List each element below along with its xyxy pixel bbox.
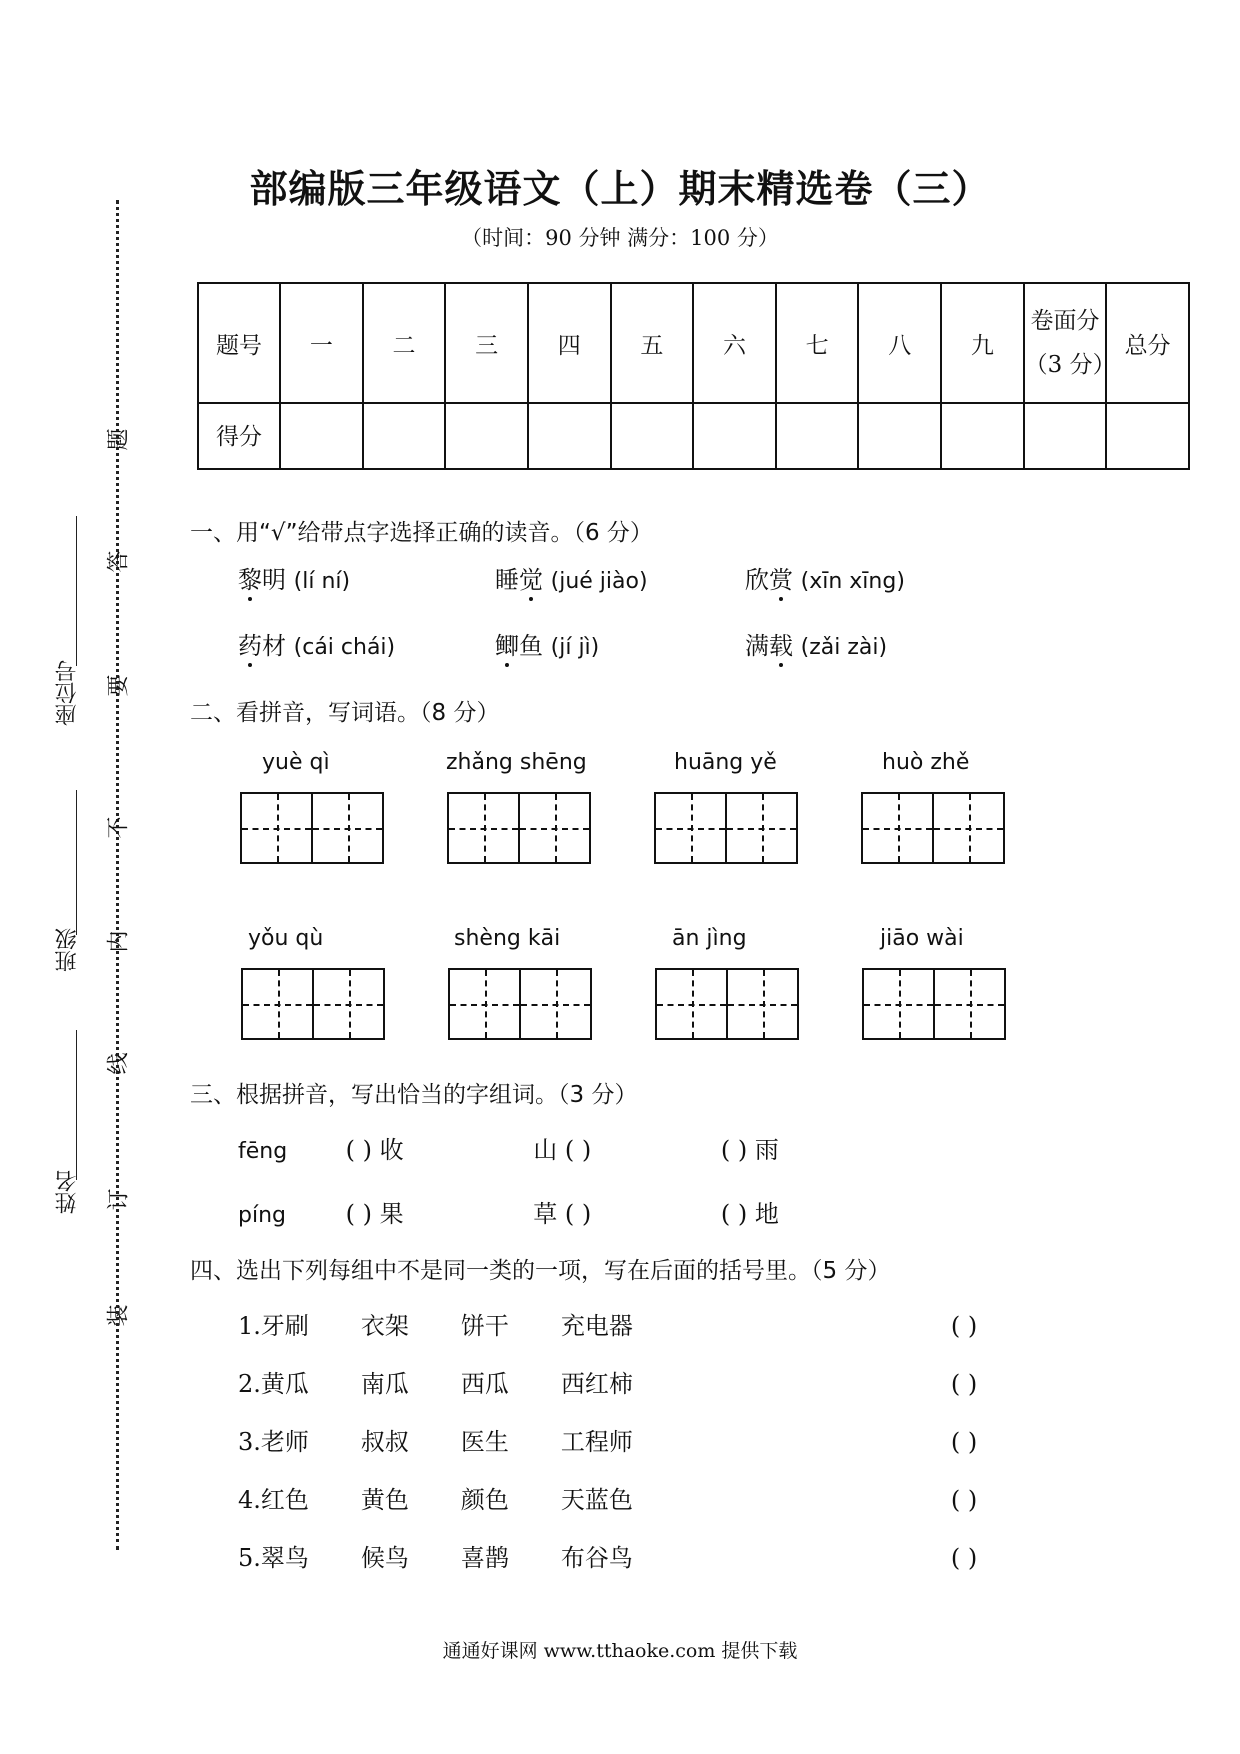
word: 颜色 bbox=[460, 1486, 509, 1514]
word-blank[interactable]: 山 ( ) bbox=[533, 1136, 592, 1164]
pinyin-prompt: yǒu qù bbox=[248, 926, 324, 951]
seal-char: 答 bbox=[106, 550, 132, 573]
column-header: 二 bbox=[363, 283, 446, 403]
homophone-pinyin: píng bbox=[238, 1203, 286, 1228]
section-2-title: 二、看拼音，写词语。（8 分） bbox=[190, 700, 500, 726]
pronunciation-item bbox=[238, 626, 395, 661]
footer-source: 通通好课网 www.tthaoke.com 提供下载 bbox=[442, 1640, 798, 1662]
word: 充电器 bbox=[560, 1312, 633, 1340]
dotted-char: 觉 bbox=[519, 560, 543, 595]
seal-char: 不 bbox=[106, 816, 132, 839]
writing-grid[interactable] bbox=[448, 968, 592, 1040]
dotted-char: 赏 bbox=[769, 560, 793, 595]
word-part: 欣 bbox=[745, 566, 769, 594]
row-number: 5. bbox=[238, 1544, 261, 1572]
pinyin-prompt: huāng yě bbox=[674, 750, 777, 775]
seal-char: 装 bbox=[106, 1304, 132, 1327]
word-blank[interactable]: ( ) 果 bbox=[345, 1200, 404, 1228]
pinyin-options[interactable]: (xīn xīng) bbox=[800, 569, 905, 594]
seal-char: 内 bbox=[106, 930, 132, 953]
row-number: 2. bbox=[238, 1370, 261, 1398]
neatness-points: （3 分） bbox=[1024, 352, 1116, 379]
pinyin-options[interactable]: (cái chái) bbox=[293, 635, 396, 660]
pinyin-prompt: jiāo wài bbox=[880, 926, 964, 951]
writing-grid[interactable] bbox=[655, 968, 799, 1040]
category-row bbox=[238, 1364, 977, 1399]
answer-blank[interactable]: ( ) bbox=[950, 1428, 978, 1456]
score-cell[interactable] bbox=[280, 403, 363, 469]
word-part: 睡 bbox=[495, 566, 519, 594]
row-number: 4. bbox=[238, 1486, 261, 1514]
seal-char: 订 bbox=[106, 1188, 132, 1211]
score-cell[interactable] bbox=[776, 403, 859, 469]
word-blank[interactable]: ( ) 雨 bbox=[720, 1136, 779, 1164]
column-header: 九 bbox=[941, 283, 1024, 403]
word: 布谷鸟 bbox=[560, 1544, 633, 1572]
seal-char: 要 bbox=[106, 674, 132, 697]
section-4-title: 四、选出下列每组中不是同一类的一项，写在后面的括号里。（5 分） bbox=[190, 1258, 891, 1284]
name-blank bbox=[76, 1030, 77, 1180]
pronunciation-item bbox=[745, 560, 905, 595]
column-header: 七 bbox=[776, 283, 859, 403]
score-cell[interactable] bbox=[941, 403, 1024, 469]
section-3-title: 三、根据拼音，写出恰当的字组词。（3 分） bbox=[190, 1082, 638, 1108]
word-part: 材 bbox=[262, 632, 286, 660]
homophone-row bbox=[238, 1194, 779, 1229]
neatness-label: 卷面分 bbox=[1030, 308, 1100, 335]
word: 牙刷 bbox=[260, 1312, 309, 1340]
answer-blank[interactable]: ( ) bbox=[950, 1544, 978, 1572]
score-cell[interactable] bbox=[363, 403, 446, 469]
seal-char: 题 bbox=[106, 428, 132, 451]
answer-blank[interactable]: ( ) bbox=[950, 1312, 978, 1340]
word: 翠鸟 bbox=[260, 1544, 309, 1572]
seat-number-label: 座位号 bbox=[55, 660, 80, 726]
pinyin-options[interactable]: (lí ní) bbox=[293, 569, 351, 594]
seat-number-blank bbox=[76, 516, 77, 666]
word: 饼干 bbox=[460, 1312, 509, 1340]
pronunciation-item bbox=[745, 626, 887, 661]
score-cell[interactable] bbox=[1024, 403, 1107, 469]
column-header: 八 bbox=[858, 283, 941, 403]
word: 喜鹊 bbox=[460, 1544, 509, 1572]
exam-subtitle: （时间：90 分钟 满分：100 分） bbox=[461, 226, 779, 250]
pinyin-prompt: shèng kāi bbox=[454, 926, 561, 951]
answer-blank[interactable]: ( ) bbox=[950, 1370, 978, 1398]
word: 工程师 bbox=[560, 1428, 633, 1456]
score-table-score-row bbox=[198, 403, 1189, 469]
column-header: 五 bbox=[611, 283, 694, 403]
writing-grid[interactable] bbox=[447, 792, 591, 864]
column-header: 一 bbox=[280, 283, 363, 403]
dotted-char: 黎 bbox=[238, 560, 262, 595]
score-cell[interactable] bbox=[1106, 403, 1189, 469]
dotted-char: 鲫 bbox=[495, 626, 519, 661]
category-row bbox=[238, 1306, 977, 1341]
score-cell[interactable] bbox=[445, 403, 528, 469]
score-label: 得分 bbox=[198, 403, 280, 469]
score-cell[interactable] bbox=[611, 403, 694, 469]
writing-grid[interactable] bbox=[240, 792, 384, 864]
word-blank[interactable]: ( ) 收 bbox=[345, 1136, 404, 1164]
homophone-pinyin: fēng bbox=[238, 1139, 288, 1164]
score-table-header-row bbox=[198, 283, 1189, 403]
word: 西红柿 bbox=[560, 1370, 633, 1398]
dotted-char: 药 bbox=[238, 626, 262, 661]
pinyin-options[interactable]: (jué jiào) bbox=[550, 569, 648, 594]
word: 候鸟 bbox=[360, 1544, 409, 1572]
word: 医生 bbox=[460, 1428, 509, 1456]
column-header: 三 bbox=[445, 283, 528, 403]
word: 黄瓜 bbox=[260, 1370, 309, 1398]
row-number: 1. bbox=[238, 1312, 261, 1340]
category-row bbox=[238, 1480, 977, 1515]
writing-grid[interactable] bbox=[654, 792, 798, 864]
word: 衣架 bbox=[360, 1312, 409, 1340]
pinyin-prompt: yuè qì bbox=[262, 750, 330, 775]
score-table bbox=[197, 282, 1190, 470]
score-cell[interactable] bbox=[693, 403, 776, 469]
pinyin-options[interactable]: (jí jì) bbox=[550, 635, 600, 660]
neatness-score-header bbox=[1024, 283, 1116, 403]
class-blank bbox=[76, 790, 77, 935]
dotted-char: 载 bbox=[769, 626, 793, 661]
seal-char: 线 bbox=[106, 1052, 132, 1075]
binding-dotted-line bbox=[116, 200, 119, 1550]
word-part: 满 bbox=[745, 632, 769, 660]
word: 黄色 bbox=[360, 1486, 409, 1514]
pronunciation-item bbox=[495, 626, 599, 661]
pronunciation-item bbox=[238, 560, 350, 595]
page-title: 部编版三年级语文（上）期末精选卷（三） bbox=[249, 167, 991, 211]
word: 天蓝色 bbox=[560, 1486, 633, 1514]
pinyin-prompt: huò zhě bbox=[882, 750, 970, 775]
class-label: 班级 bbox=[55, 928, 80, 972]
category-row bbox=[238, 1538, 977, 1573]
section-1-title: 一、用“√”给带点字选择正确的读音。（6 分） bbox=[190, 520, 653, 546]
score-cell[interactable] bbox=[858, 403, 941, 469]
word: 南瓜 bbox=[360, 1370, 409, 1398]
homophone-row bbox=[238, 1130, 779, 1165]
score-cell[interactable] bbox=[528, 403, 611, 469]
question-number-label: 题号 bbox=[198, 283, 280, 403]
row-number: 3. bbox=[238, 1428, 261, 1456]
word-blank[interactable]: 草 ( ) bbox=[533, 1200, 592, 1228]
column-header: 六 bbox=[693, 283, 776, 403]
word: 叔叔 bbox=[360, 1428, 409, 1456]
column-header: 四 bbox=[528, 283, 611, 403]
writing-grid[interactable] bbox=[862, 968, 1006, 1040]
word-part: 明 bbox=[262, 566, 286, 594]
writing-grid[interactable] bbox=[241, 968, 385, 1040]
pinyin-options[interactable]: (zǎi zài) bbox=[800, 635, 888, 660]
word: 红色 bbox=[260, 1486, 309, 1514]
word: 老师 bbox=[260, 1428, 309, 1456]
total-score-header: 总分 bbox=[1106, 283, 1189, 403]
answer-blank[interactable]: ( ) bbox=[950, 1486, 978, 1514]
writing-grid[interactable] bbox=[861, 792, 1005, 864]
pinyin-prompt: zhǎng shēng bbox=[446, 750, 587, 775]
word-part: 鱼 bbox=[519, 632, 543, 660]
category-row bbox=[238, 1422, 977, 1457]
pronunciation-item bbox=[495, 560, 648, 595]
pinyin-prompt: ān jìng bbox=[672, 926, 747, 951]
word: 西瓜 bbox=[460, 1370, 509, 1398]
name-label: 姓名 bbox=[55, 1170, 80, 1214]
word-blank[interactable]: ( ) 地 bbox=[720, 1200, 779, 1228]
